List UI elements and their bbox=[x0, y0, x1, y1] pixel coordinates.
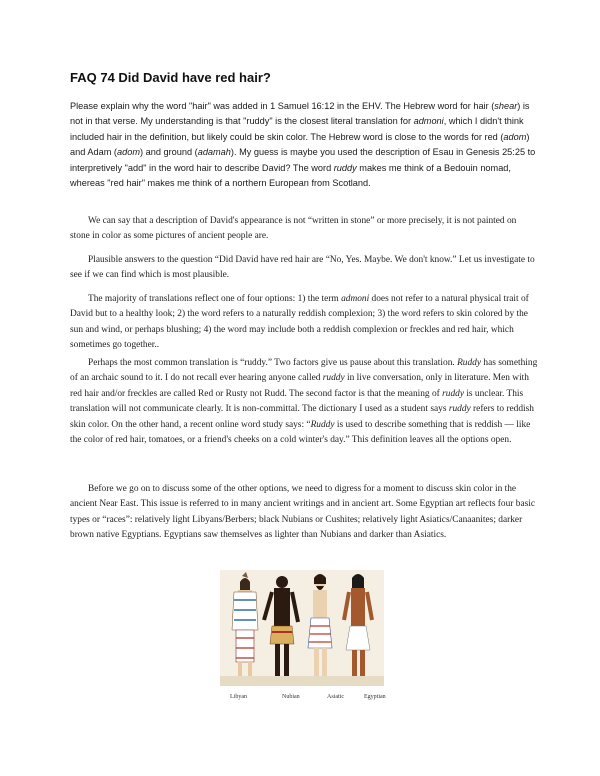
answer-paragraph-1: We can say that a description of David's appearance is not “written in stone” or more precisely, it is not painted on stone in color as some pictures of ancient people are. bbox=[70, 216, 517, 242]
caption-nubian: Nubian bbox=[282, 694, 300, 700]
answer-paragraph-3 bbox=[70, 292, 538, 354]
question-term: adom bbox=[117, 147, 140, 158]
question-term: shear bbox=[494, 101, 518, 111]
answer-text: has something of an archaic sound to it. I do not recall ever hearing anyone called bbox=[70, 358, 538, 384]
question-text: ). My guess is maybe you used the description of Esau in Genesis 25:25 to interpretively "add" in the word hair to describe David? The word bbox=[70, 147, 536, 173]
answer-paragraph-2: Plausible answers to the question “Did David have red hair are “No, Yes. Maybe. We don't know.” Let us investigate to see if we can find which is most plausible. bbox=[70, 255, 535, 281]
caption-libyan: Libyan bbox=[230, 694, 247, 700]
question-text: ) is not in that verse. My understanding is that "ruddy" is the closest literal translation for bbox=[70, 101, 530, 127]
answer-paragraph-4 bbox=[70, 356, 538, 448]
question-text: , which I didn't think included hair in the definition, but likely could be skin color. The Hebrew word is close to the words for red ( bbox=[70, 116, 524, 142]
answer-text: in live conversation, only in literature. Men with red hair and/or freckles are called Red or Rusty not Rudd. The second factor is that the meaning of bbox=[70, 373, 529, 399]
question-term: ruddy bbox=[333, 162, 357, 173]
question-term: adamah bbox=[197, 147, 231, 158]
answer-paragraph-5: Before we go on to discuss some of the other options, we need to digress for a moment to discuss skin color in the ancient Near East. This issue is referred to in many ancient writings and in ancient art. Some Egyptian art reflects four basic types or “races”: relatively light Libyans/Berbers; black Nubians or Cushites; relatively light Asiatics/Canaanites; darker brown native Egyptians. Egyptians saw themselves as lighter than Nubians and darker than Asiatics. bbox=[70, 484, 536, 541]
page-title: FAQ 74 Did David have red hair? bbox=[70, 70, 271, 85]
answer-text: is unclear. This translation will not communicate clearly. It is non-committal. The dictionary I used as a student says bbox=[70, 388, 524, 415]
question-text: ) and ground ( bbox=[139, 147, 198, 158]
question-text: ) and Adam ( bbox=[70, 131, 530, 158]
answer-term: Ruddy bbox=[310, 419, 335, 430]
egyptian-races-illustration bbox=[220, 570, 384, 686]
answer-text: refers to reddish skin color. On the other hand, a recent online word study says: “ bbox=[70, 404, 534, 430]
answer-text: is used to describe something that is reddish — like the color of red hair, tomatoes, or a friend's cheeks on a cold winter's day.” This definition leaves all the options open. bbox=[70, 419, 531, 446]
answer-term: admoni bbox=[341, 294, 370, 304]
question-term: admoni bbox=[413, 116, 444, 127]
figures-drawing bbox=[220, 570, 384, 686]
answer-text: Perhaps the most common translation is “ruddy.” Two factors give us pause about this translation. bbox=[88, 358, 458, 368]
answer-text: does not refer to a natural physical trait of David but to a healthy look; 2) the word refers to a naturally reddish complexion; 3) the word refers to skin colored by the sun and wind, or perhaps blushing; 4) the word may include both a reddish complexion or freckles and red hair, which sometimes go together.. bbox=[70, 294, 529, 351]
answer-text: The majority of translations reflect one of four options: 1) the term bbox=[88, 294, 342, 304]
caption-egyptian: Egyptian bbox=[364, 694, 386, 700]
caption-asiatic: Asiatic bbox=[327, 694, 344, 700]
answer-term: ruddy bbox=[322, 373, 345, 384]
question-text: Please explain why the word "hair" was added in 1 Samuel 16:12 in the EHV. The Hebrew word for hair ( bbox=[70, 101, 495, 111]
answer-term: ruddy bbox=[442, 388, 464, 399]
question-term: adom bbox=[503, 131, 527, 142]
answer-term: ruddy bbox=[448, 404, 471, 415]
reader-question bbox=[70, 99, 536, 191]
answer-term: Ruddy bbox=[457, 358, 482, 368]
question-text: makes me think of a Bedouin nomad, whereas "red hair" makes me think of a northern European from Scotland. bbox=[70, 162, 511, 189]
